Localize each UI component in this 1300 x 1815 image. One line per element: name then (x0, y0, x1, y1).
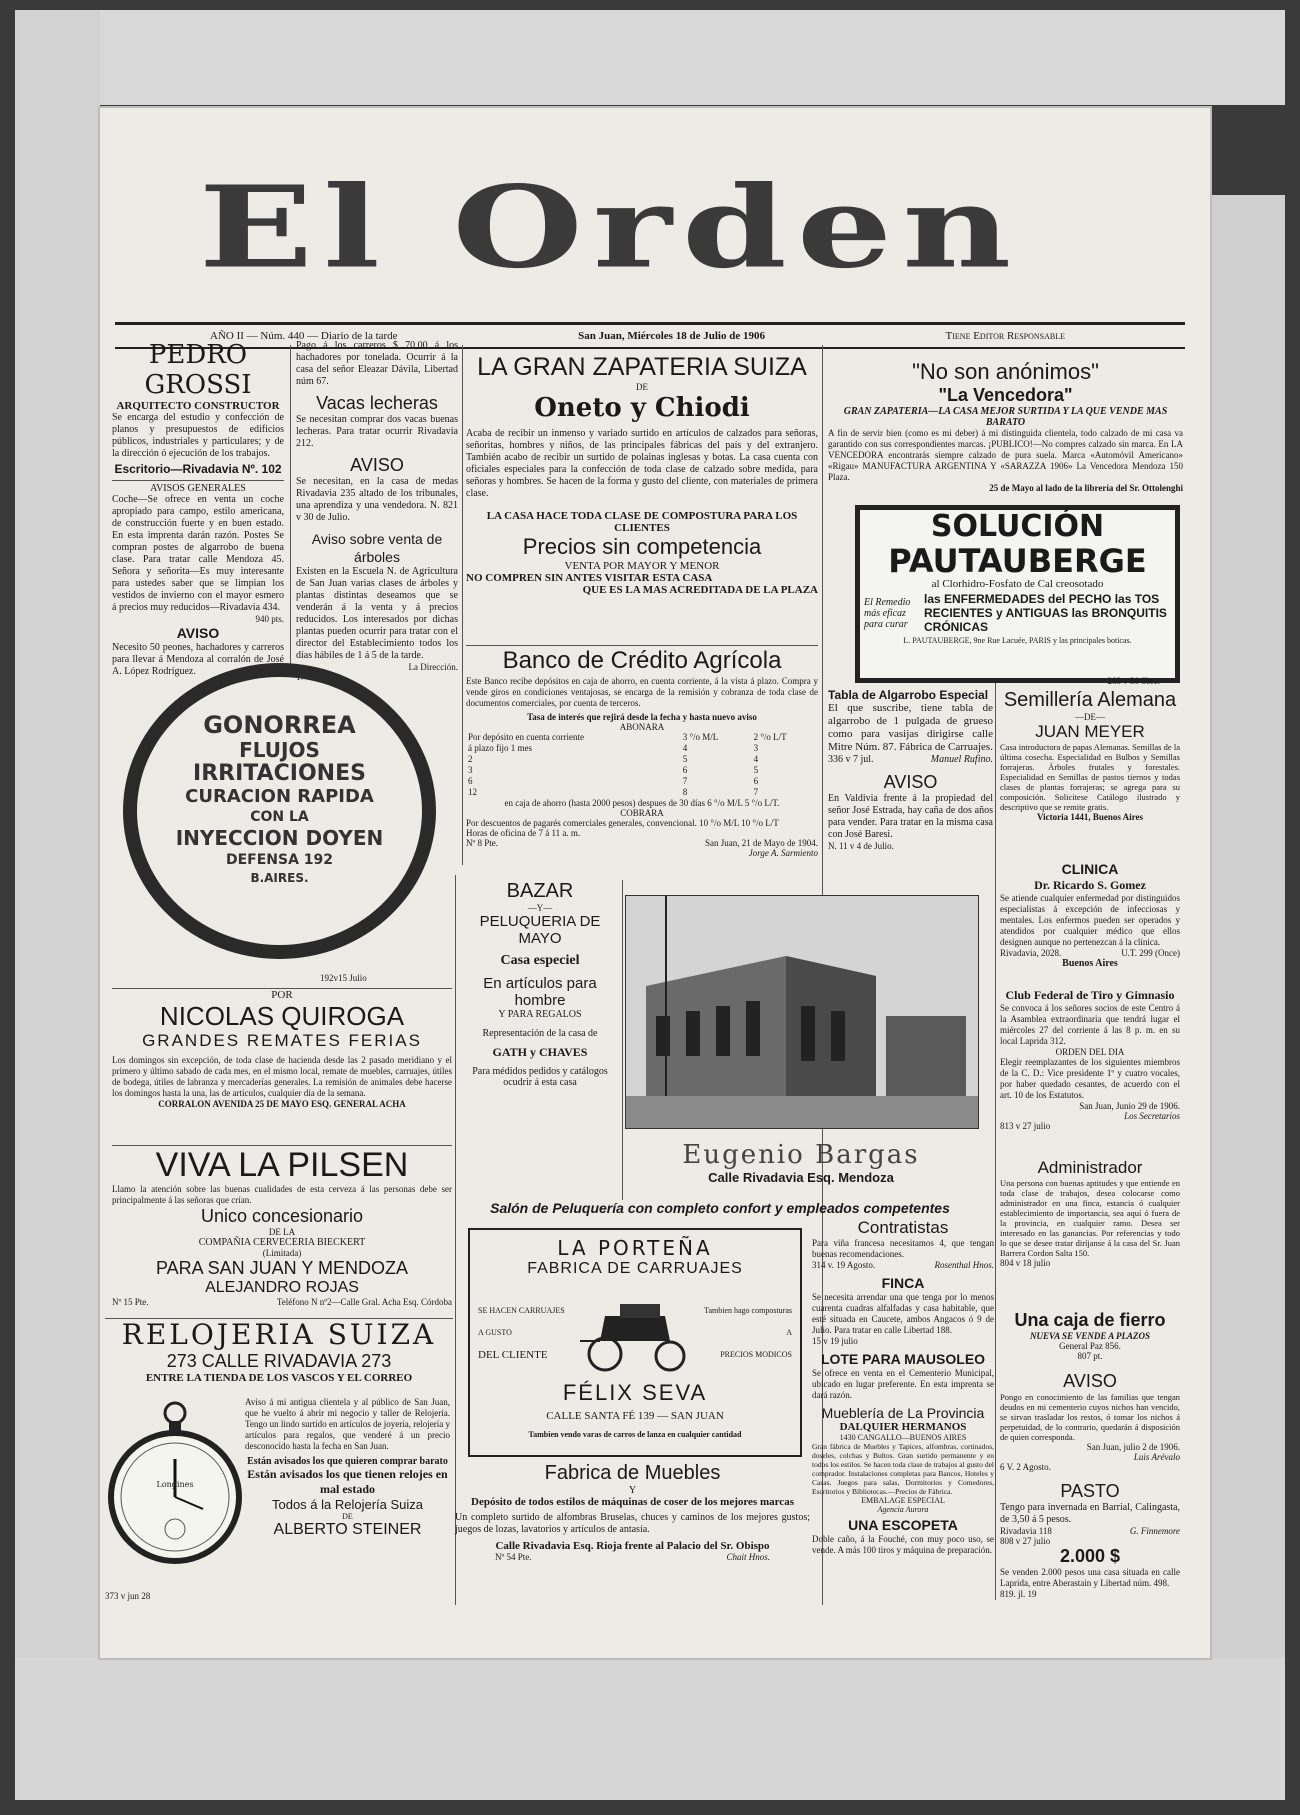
portena-right (704, 1300, 792, 1366)
dosmil-title: 2.000 $ (1059, 1546, 1121, 1566)
suiza-acreditada: QUE ES LA MAS ACREDITADA DE LA PLAZA (582, 584, 818, 596)
banco-cobrara: COBRARA (620, 808, 664, 818)
algarrobo-footer (828, 754, 993, 765)
clubtiro-orden: ORDEN DEL DIA (1055, 1047, 1125, 1057)
caja-fierro-ad (1000, 1310, 1180, 1372)
avisos-generales-title: AVISOS GENERALES (150, 483, 246, 494)
pilsen-compania: COMPAÑIA CERVECERIA BIECKERT (198, 1237, 366, 1248)
grossi-title: PEDRO GROSSI (144, 340, 252, 400)
relojeria-ref: 373 v jun 28 (105, 1591, 151, 1601)
administrador-title: Administrador (1037, 1158, 1143, 1177)
issue-date: San Juan, Miércoles 18 de Julio de 1906 (578, 330, 765, 342)
table-cell: 3 (753, 743, 759, 753)
pilsen-title: VIVA LA PILSEN (155, 1146, 409, 1184)
portena-right1: Tambien hago composturas (704, 1306, 792, 1315)
relojeria-title: RELOJERIA SUIZA (121, 1318, 437, 1351)
grossi-body: Se encarga del estudio y confección de planos y presupuestos de edificios públicos, industriales y particulares; y de la dirección ó ejecución de los trabajos. (112, 412, 284, 459)
aviso-right-ref: 6 V. 2 Agosto. (1000, 1462, 1051, 1472)
la-portena-ad (468, 1228, 802, 1457)
dosmil-ref: 819. jl. 19 (1000, 1589, 1037, 1599)
column-divider (995, 680, 996, 1600)
table-cell: Por depósito en cuenta corriente (468, 732, 584, 742)
bazar-salon: Salón de Peluquería con completo confort y empleados competentes (490, 1200, 950, 1216)
clubtiro-body: Se convoca á los señores socios de este Centro á la Asamblea extraordinaria que tendrá lugar el miércoles 27 del corriente á las 8 p. m. en su local Laprida 312. (1000, 1003, 1180, 1046)
eugenio-name: Eugenio Bargas (682, 1140, 920, 1170)
table-cell: 3 °/o M/L (682, 732, 719, 742)
banco-ahorro: en caja de ahorro (hasta 2000 pesos) despues de 30 días 6 °/o M/L 5 °/o L/T. (504, 798, 780, 808)
banco-tasa: Tasa de interés que rejirá desde la fecha y hasta nuevo aviso (527, 712, 757, 722)
bazar-peluqueria: PELUQUERIA DE MAYO (479, 913, 601, 947)
bazar-gath: GATH y CHAVES (492, 1045, 588, 1059)
vacas-title: Vacas lecheras (316, 393, 438, 413)
muebleria-owner: DALQUIER HERMANOS (839, 1421, 967, 1433)
valdivia-title: AVISO (883, 772, 938, 792)
semilleria-title: Semillería Alemana (1003, 689, 1177, 711)
arboles-title: Aviso sobre venta de árboles (311, 531, 443, 565)
solucion-ailments: las ENFERMEDADES del PECHO las TOS RECIENTES y ANTIGUAS las BRONQUITIS CRÓNICAS (924, 592, 1167, 634)
cajaferro-ref: 807 pt. (1077, 1351, 1103, 1361)
muebles-ref: Nº 54 Pte. (495, 1552, 532, 1562)
dosmil-ad (1000, 1545, 1180, 1607)
administrador-body: Una persona con buenas aptitudes y que entiende en toda clase de trabajos, desea colocarse como administrador en una finca, estancia ó cualquier establecimiento de importancia, sea aquí ó fuera de la provincia, en cualquier ramo. Desea ser interesado en las ganancias. Por referencias y todo lo que se desee tratar diríjanse á la casa del Sr. Juan Barrera Cordon Salta 150. (1000, 1178, 1180, 1258)
clinica-title: CLINICA (1061, 861, 1119, 877)
gonorrea-l5: CON LA (250, 809, 309, 825)
table-cell: 7 (753, 787, 759, 797)
relojeria-avisados2: Están avisados los que tienen relojes en mal estado (247, 1467, 448, 1496)
column-divider (462, 345, 463, 865)
solucion-maker: L. PAUTAUBERGE, 9ne Rue Lacuée, PARIS y las principales boticas. (903, 636, 1132, 645)
grossi-ad (112, 340, 284, 677)
relojeria-body: Aviso á mi antigua clientela y al público de San Juan, que he vuelto á abrir mi negocio y taller de Relojería. Tengo un lindo surtido en artículos de joyería, relojería y artículos para regalos, que venderé á un precio desconocido hasta la fecha en San Juan. (245, 1397, 450, 1451)
gonorrea-ref: 192v15 Julio (320, 973, 367, 983)
table-cell: 5 (753, 765, 759, 775)
muebleria-addr: 1430 CANGALLO—BUENOS AIRES (839, 1433, 967, 1442)
relojeria-de: DE (342, 1512, 353, 1521)
clinica-tel: U.T. 299 (Once) (1121, 948, 1180, 958)
clinica-body: Se atiende cualquier enfermedad por distinguidos especialistas á excepción de infecciosas y mentales. Los enfermos pueden ser operados y atendidos por cualquier médico que ellos designen aunque no pertenezcan á la clínica. (1000, 893, 1180, 947)
pasto-title: PASTO (1060, 1481, 1120, 1501)
administrador-ref: 804 v 18 julio (1000, 1258, 1051, 1268)
contratistas-ref: 314 v. 19 Agosto. (812, 1260, 876, 1270)
pasto-addr: Rivadavia 118 (1000, 1526, 1052, 1536)
quiroga-body: Los domingos sin excepción, de toda clase de hacienda desde las 2 pasado meridiano y el primero y último sabado de cada mes, en el mismo local, remate de muebles, carruajes, útiles de bodega, útiles de labranza y mercaderías generales. La remisión de animales debe hacerse los domingos hasta la una, las de artículos, cualquier día de la semana. (112, 1055, 452, 1098)
semilleria-de: —DE— (1075, 712, 1105, 722)
vencedora-body: A fin de servir bien (como es mi deber) á mi distinguida clientela, todo calzado de mi casa va garantido con sus correspondientes marcas. ¡PUBLICO!—No compres calzado sin marca. En LA VENCEDORA encontrarás siempre calzado de pura suela. Marca «Automóvil Americano» «Rigau» MANUFACTURA ARGENTINA Y «SARAZZA 1906» La Vencedora Mendoza 150 Plaza. (828, 428, 1183, 482)
col2-ads (296, 340, 458, 682)
algarrobo-ref: 336 v 7 jul. (828, 754, 874, 765)
aviso-right-sign: Luis Arévalo (1133, 1452, 1180, 1462)
table-cell: 2 (468, 754, 473, 764)
pautauberge-ad (855, 505, 1180, 683)
relojeria-addr: 273 CALLE RIVADAVIA 273 (166, 1351, 392, 1371)
vencedora-title2: "La Vencedora" (938, 385, 1073, 405)
banco-credito-ad (466, 645, 818, 876)
portena-foot: Tambien vendo varas de carros de lanza en cualquier cantidad (528, 1430, 742, 1439)
year-issue: AÑO II — Núm. 440 — Diario de la tarde (210, 330, 398, 342)
pilsen-name: ALEJANDRO ROJAS (205, 1279, 359, 1296)
clubtiro-title: Club Federal de Tiro y Gimnasio (1005, 988, 1175, 1002)
pocket-watch-icon (105, 1397, 245, 1567)
film-strip-bottom (15, 1658, 1285, 1800)
table-cell: 6 (753, 776, 759, 786)
masthead-title: El Orden (198, 161, 1022, 294)
film-strip-top (15, 10, 1285, 105)
table-cell: 6 (682, 765, 688, 775)
table-row (466, 743, 818, 754)
clubtiro-ref: 813 v 27 julio (1000, 1121, 1051, 1131)
escopeta-body: Doble caño, á la Fouché, con muy poco uso, se vende. A más 100 tiros y máquina de preparación. (812, 1534, 994, 1555)
banco-sign-date: San Juan, 21 de Mayo de 1904. (705, 838, 818, 848)
suiza-owners: Oneto y Chiodi (534, 393, 750, 423)
algarrobo-title: Tabla de Algarrobo Especial (828, 688, 989, 702)
gonorrea-l4: CURACION RAPIDA (185, 786, 374, 807)
solucion-sub: al Clorhidro-Fosfato de Cal creosotado (931, 578, 1104, 590)
banco-footer (466, 838, 818, 848)
contratistas-body: Para viña francesa necesitamos 4, que tengan buenas recomendaciones. (812, 1238, 994, 1259)
valdivia-ref: N. 11 v 4 de Julio. (828, 841, 894, 851)
aviso-body: Necesito 50 peones, hachadores y carreros para llevar á Mendoza al corralón de José A. López Rodríguez. (112, 642, 284, 677)
pilsen-limitada: (Limitada) (262, 1248, 302, 1258)
portena-left2: A GUSTO (478, 1328, 512, 1337)
pilsen-para: PARA SAN JUAN Y MENDOZA (155, 1258, 409, 1278)
bazar-regalos: Y PARA REGALOS (498, 1009, 582, 1020)
muebleria-title: Mueblería de La Provincia (821, 1405, 985, 1421)
bazar-repr: Representación de la casa de (482, 1028, 598, 1039)
pilsen-footer (112, 1297, 452, 1307)
muebleria-body: Gran fábrica de Muebles y Tapices, alfombras, cortinados, doseles, colchas y Bultos. Gran surtido permanente y en todos los estilos. Se hacen toda clase de trabajos al gusto del comprador. Instalaciones completas para Bancos, Hoteles y Casas. Juegos para salas, Dormitorios y Comedores, Escritorios y Bibliotecas.—Precios de Fábrica. (812, 1442, 994, 1496)
club-tiro-ad (1000, 988, 1180, 1158)
bazar-casa: Casa especiel (500, 953, 580, 968)
table-cell: 8 (682, 787, 688, 797)
table-cell: 3 (468, 765, 473, 775)
vencedora-title1: "No son anónimos" (912, 359, 1099, 384)
banco-title: Banco de Crédito Agrícola (502, 647, 782, 674)
relojeria-todos: Todos á la Relojería Suiza (271, 1497, 424, 1512)
table-cell: 7 (682, 776, 688, 786)
pasto-ad (1000, 1480, 1180, 1544)
relojeria-text (245, 1397, 450, 1539)
bazar-y: —Y— (527, 903, 553, 913)
administrador-ad (1000, 1158, 1180, 1308)
pasto-footer (1000, 1526, 1180, 1536)
clinica-addr: Rivadavia, 2028. (1000, 948, 1062, 958)
algarrobo-sign: Manuel Rufino. (930, 754, 993, 765)
clubtiro-orden-body: Elegir reemplazantes de los siguientes miembros de la C. D.: Vice presidente 1º y cuatro vocales, por haber quedado cesantes, de acuerdo con el art. 10 de los Estatutos. (1000, 1057, 1180, 1100)
grossi-subtitle: ARQUITECTO CONSTRUCTOR (116, 400, 280, 412)
contratistas-title: Contratistas (857, 1218, 949, 1237)
solucion-remedio: El Remedio más eficaz para curar (864, 596, 911, 630)
aviso-cementerio-ad (1000, 1370, 1180, 1478)
portena-title: LA PORTEÑA (557, 1236, 713, 1260)
aviso-right-body: Pongo en conocimiento de las familias que tengan deudos en mi cementerio cuyos nichos han vencido, se sirvan trasladar los restos, ó tomar los nichos á perpetuidad, de lo contrario, quedarán á disposición de quien corresponda. (1000, 1392, 1180, 1442)
table-cell: 4 (753, 754, 759, 764)
banco-body: Este Banco recibe depósitos en caja de ahorro, en cuenta corriente, á la vista á plazo. Compra y vende giros en condiciones ventajosas, se encarga de la remisión y cobranza de toda clase de documentos comerciales, por cuenta de terceros. (466, 676, 818, 708)
clubtiro-sign: Los Secretarios (1124, 1111, 1180, 1121)
portena-left1: SE HACEN CARRUAJES (478, 1306, 565, 1315)
zapateria-suiza-ad (466, 352, 818, 642)
cajaferro-sub: NUEVA SE VENDE A PLAZOS (1029, 1331, 1151, 1341)
eugenio-calle: Calle Rivadavia Esq. Mendoza (708, 1170, 894, 1185)
muebles-sub: Depósito de todos estilos de máquinas de coser de los mejores marcas (471, 1496, 794, 1508)
solucion-remedy (860, 590, 1175, 636)
arboles-body: Existen en la Escuela N. de Agricultura de San Juan varias clases de árboles y plantas distintas deseamos que se venderán á la venta y á precios reducidos. Los interesados por dichas plantas pueden ocurrir para tratar con el director del Establecimiento todos los días hábiles de 1 á 5 de la tarde. (296, 566, 458, 661)
clinica-city: Buenos Aires (1062, 958, 1118, 969)
clinica-ad (1000, 860, 1180, 985)
pilsen-ref: Nº 15 Pte. (112, 1297, 149, 1307)
bazar-pedidos: Para médidos pedidos y catálogos ocudrir á esta casa (472, 1066, 608, 1088)
gonorrea-l2: FLUJOS (239, 738, 320, 762)
suiza-compostura: LA CASA HACE TODA CLASE DE COMPOSTURA PARA LOS CLIENTES (486, 510, 798, 534)
algarrobo-ad (828, 688, 993, 888)
vacas-body: Se necesitan comprar dos vacas buenas lecheras. Para tratar ocurrir Rivadavia 212. (296, 414, 458, 449)
suiza-body: Acaba de recibir un inmenso y variado surtido en artículos de calzados para señoras, señoritas, hombres y niños, de las principales fábricas del país y del extranjero. También acabo de recibir un surtido de polainas inglesas y botas. La casa cuenta con oficiales especiales para la confección de toda clase de calzado sobre medida, para señoras y hombres. Se hacen de la forma y gusto del cliente, con materiales de primera clase. (466, 428, 818, 499)
table-row (466, 776, 818, 787)
pasto-sign: G. Finnemore (1129, 1526, 1180, 1536)
banco-sign-name: Jorge A. Sarmiento (748, 848, 818, 858)
finca-title: FINCA (881, 1275, 925, 1291)
gonorrea-l1: GONORREA (203, 711, 356, 739)
portena-left (478, 1300, 565, 1366)
avisos-generales-body: Coche—Se ofrece en venta un coche apropiado para campo, estilo americana, de construcción fuerte y en buen estado. En esta imprenta darán razón. Postes Se compran postes de algarrobo de buena clase. Para tratar calle Mendoza 45. Señora y señorita—Es muy interesante para ustedes saber que se limpian los vestidos de invierno con el mayor esmero á precios muy reducidos—Rivadavia 434. (112, 494, 284, 613)
rate-table (466, 732, 818, 798)
pilsen-tel: Teléfono N nº2—Calle Gral. Acha Esq. Córdoba (276, 1297, 452, 1307)
muebleria-embalaje: EMBALAGE ESPECIAL (861, 1496, 945, 1505)
suiza-de: DE (636, 382, 648, 392)
portena-addr: CALLE SANTA FÉ 139 — SAN JUAN (546, 1410, 724, 1422)
clinica-doctor: Dr. Ricardo S. Gomez (1034, 878, 1146, 892)
table-cell: 4 (682, 743, 688, 753)
quiroga-sub: GRANDES REMATES FERIAS (142, 1031, 422, 1050)
quiroga-ad (112, 988, 452, 1144)
vencedora-ad (828, 360, 1183, 510)
table-cell: 2 °/o L/T (753, 732, 787, 742)
gonorrea-l8: B.AIRES. (250, 871, 309, 885)
suiza-venta: VENTA POR MAYOR Y MENOR (564, 560, 720, 572)
contratistas-footer (812, 1260, 994, 1270)
arboles-ref: 17 v 21 Julio (296, 672, 343, 682)
bazar-articulos: En artículos para hombre (483, 975, 597, 1009)
muebles-title: Fabrica de Muebles (544, 1462, 721, 1484)
grossi-address: Escritorio—Rivadavia Nº. 102 (114, 462, 282, 476)
pago-body: Pago á los carreros $ 70,00 á los hachadores por tonelada. Ocurrir á la casa del señor Eleazar Dávila, Libertad núm 67. (296, 340, 458, 387)
portena-right2: A (786, 1328, 792, 1337)
fabrica-muebles-ad (455, 1462, 810, 1607)
relojeria-avisados1: Están avisados los que quieren comprar barato (247, 1456, 448, 1467)
solucion-title: SOLUCIÓN (930, 509, 1105, 544)
relojeria-ad (105, 1318, 453, 1609)
quiroga-name: NICOLAS QUIROGA (159, 1001, 405, 1031)
muebles-y: Y (628, 1485, 637, 1496)
gonorrea-l3: IRRITACIONES (193, 761, 366, 786)
portena-right3: PRECIOS MODICOS (720, 1350, 792, 1359)
watch-brand: Longines (156, 1480, 194, 1489)
mausoleo-title: LOTE PARA MAUSOLEO (820, 1351, 986, 1367)
clubtiro-date: San Juan, Junio 29 de 1906. (1079, 1101, 1180, 1111)
finca-ref: 15 v 19 julio (812, 1336, 858, 1346)
aviso-right-date: San Juan, julio 2 de 1906. (1086, 1442, 1180, 1452)
table-row (466, 765, 818, 776)
mausoleo-body: Se ofrece en venta en el Cementerio Municipal, ubicado en lugar preferente. En esta imprenta se dará razón. (812, 1368, 994, 1400)
portena-left3: DEL CLIENTE (478, 1349, 548, 1361)
table-cell: á plazo fijo 1 mes (468, 743, 532, 753)
aviso2-title: AVISO (350, 455, 404, 475)
cajaferro-title: Una caja de fierro (1014, 1310, 1166, 1330)
contratistas-sign: Rosenthal Hnos. (934, 1260, 994, 1270)
table-cell: 6 (468, 776, 473, 786)
carriage-icon (570, 1296, 700, 1376)
pilsen-body: Llamo la atención sobre las buenas cualidades de esta cerveza á las personas debe ser principalmente á las señoras que crían. (112, 1184, 452, 1205)
inyeccion-doyen-ad (123, 663, 436, 959)
vencedora-sub: GRAN ZAPATERIA—LA CASA MEJOR SURTIDA Y LA QUE VENDE MAS BARATO (843, 406, 1168, 428)
escopeta-title: UNA ESCOPETA (848, 1517, 958, 1533)
pilsen-ad (112, 1145, 452, 1316)
banco-ref: Nº 8 Pte. (466, 838, 499, 848)
algarrobo-body: El que suscribe, tiene tabla de algarrobo de 1 pulgada de grueso como para vasijas dirigirse calle Mitre Núm. 87. Fábrica de Carruajes. (828, 702, 993, 753)
vencedora-addr: 25 de Mayo al lado de la librería del Sr. Ottolenghi (989, 483, 1183, 493)
banco-abonara: ABONARA (619, 722, 665, 732)
cajaferro-addr: General Paz 856. (1059, 1341, 1121, 1351)
muebleria-agencia: Agencia Aurora (877, 1505, 929, 1514)
quiroga-addr: CORRALON AVENIDA 25 DE MAYO ESQ. GENERAL ACHA (158, 1099, 406, 1109)
muebles-body: Un completo surtido de alfombras Bruselas, chuces y caminos de los mejores gustos; juegos de lozas, lavatorios y artículos de antasía. (455, 1512, 810, 1535)
dosmil-body: Se venden 2.000 pesos una casa situada en calle Laprida, entre Aberastain y Libertad núm. 498. (1000, 1567, 1180, 1588)
building-illustration (626, 896, 978, 1128)
semilleria-ad (1000, 688, 1180, 858)
table-cell: 5 (682, 754, 688, 764)
solucion-ref: 283 v 30 Sbre. (1107, 676, 1160, 686)
banco-descuentos: Por descuentos de pagarés comerciales generales, convencional. 10 °/o M/L 10 °/o L/T (466, 818, 779, 828)
aviso2-body: Se necesitan, en la casa de medas Rivadavia 235 altado de los tribunales, una aprendiza y una vendedora. N. 821 v 30 de Julio. (296, 476, 458, 523)
table-cell: 12 (468, 787, 477, 797)
pilsen-unico: Unico concesionario (200, 1206, 364, 1226)
gonorrea-l6: INYECCION DOYEN (175, 826, 384, 850)
column-divider (622, 880, 623, 1200)
muebles-sign: Chait Hnos. (726, 1552, 770, 1562)
suiza-no-compren: NO COMPREN SIN ANTES VISITAR ESTA CASA (466, 572, 713, 584)
semilleria-owner: JUAN MEYER (1035, 722, 1145, 741)
quiroga-por: POR (271, 989, 293, 1001)
pasto-ref: 808 v 27 julio (1000, 1536, 1051, 1546)
contratistas-ad (812, 1218, 994, 1603)
divider (112, 480, 284, 481)
pilsen-de: DE LA (268, 1227, 296, 1237)
aviso-right-title: AVISO (1063, 1371, 1117, 1391)
bazar-ad (460, 880, 620, 1200)
relojeria-entre: ENTRE LA TIENDA DE LOS VASCOS Y EL CORREO (145, 1372, 413, 1384)
valdivia-body: En Valdivia frente á la propiedad del señor José Estrada, hay caña de dos años para vender. Para tratar en la misma casa con José Baresi. (828, 793, 993, 840)
editor-note: Tiene Editor Responsable (945, 330, 1065, 342)
portena-owner: FÉLIX SEVA (562, 1380, 708, 1405)
column-divider (290, 345, 291, 665)
arboles-sign: La Dirección. (408, 662, 458, 672)
suiza-precios: Precios sin competencia (522, 534, 762, 559)
semilleria-addr: Victoria 1441, Buenos Aires (1037, 812, 1143, 822)
film-strip-right (1210, 195, 1285, 1745)
portena-sub: FABRICA DE CARRUAJES (527, 1260, 743, 1277)
table-row (466, 732, 818, 743)
table-row (466, 754, 818, 765)
bazar-building-photo (625, 895, 979, 1129)
eugenio-bargas-ad (625, 1140, 977, 1200)
banco-horas: Horas de oficina de 7 á 11 a. m. (466, 828, 581, 838)
clinica-footer (1000, 948, 1180, 958)
pasto-body: Tengo para invernada en Barrial, Calingasta, de 3,50 á 5 pesos. (1000, 1502, 1180, 1525)
gonorrea-l7: DEFENSA 192 (225, 852, 334, 868)
muebles-addr: Calle Rivadavia Esq. Rioja frente al Palacio del Sr. Obispo (495, 1540, 770, 1552)
suiza-title: LA GRAN ZAPATERIA SUIZA (477, 353, 807, 381)
aviso-title: AVISO (176, 625, 220, 641)
semilleria-body: Casa introductora de papas Alemanas. Semillas de la última cosecha. Especialidad en Bulbos y Semillas forrajeras. Árboles frutales y forestales. Especialidad en Semillas de pastos tiernos y todas clases de plantas forrajeras; se agrega para su composición. Solicitese Catálogo ilustrado y descriptivo que se remite gratis. (1000, 742, 1180, 812)
muebles-footer (455, 1552, 810, 1562)
pocket-watch-svg (105, 1397, 245, 1567)
film-strip-left (15, 10, 100, 1800)
pautauberge-title: PAUTAUBERGE (888, 542, 1147, 580)
bazar-title: BAZAR (506, 880, 574, 902)
relojeria-owner: ALBERTO STEINER (273, 1521, 422, 1538)
finca-body: Se necesita arrendar una que tenga por lo menos cuarenta cuadras alfalfadas y casa habitable, que esté situada en Caucete, ambos Angacos ó 9 de Julio. Para tratar en calle Libertad 188. (812, 1292, 994, 1335)
avisos-ref: 940 pts. (255, 614, 284, 624)
table-row (466, 787, 818, 798)
